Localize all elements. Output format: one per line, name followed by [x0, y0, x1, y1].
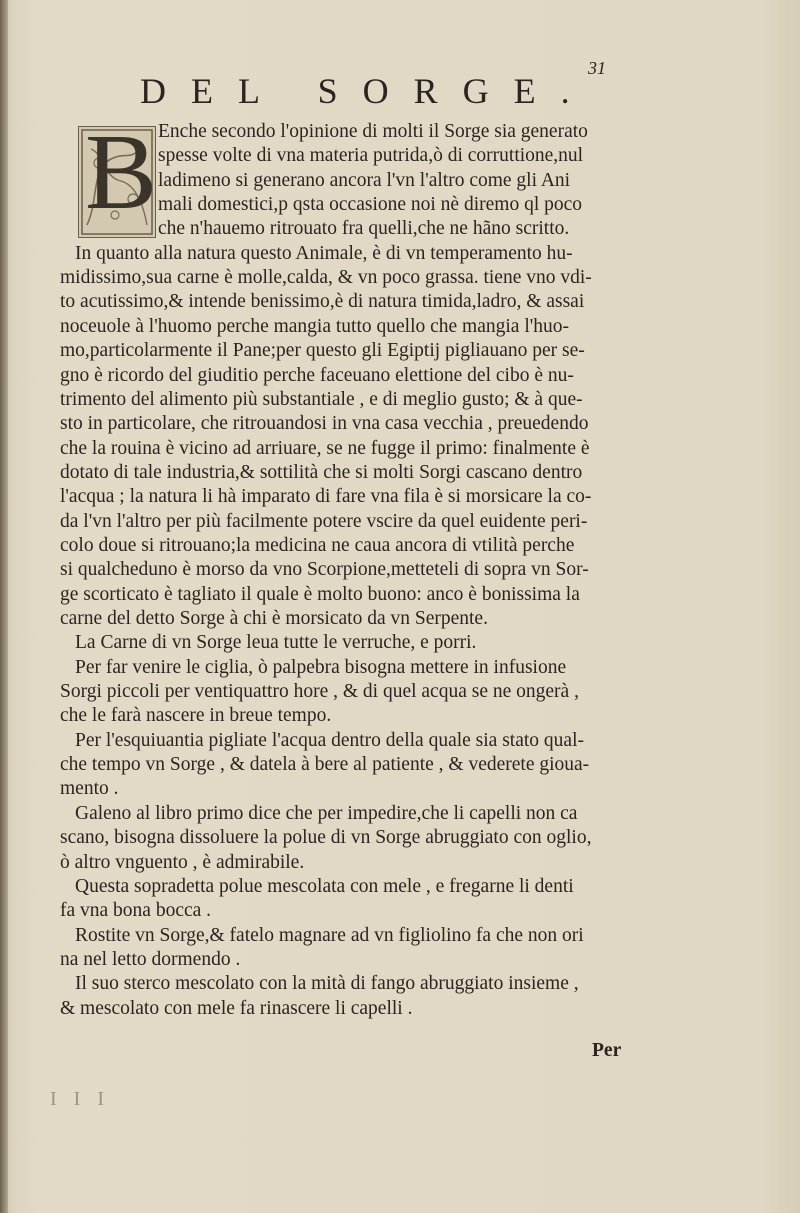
text-line: to acutissimo,& intende benissimo,è di natura timida,ladro, & assai — [60, 291, 585, 313]
text-line: carne del detto Sorge à chi è morsicato da vn Serpente. — [60, 608, 488, 629]
text-line: spesse volte di vna materia putrida,ò di corruttione,nul — [158, 145, 584, 167]
page-number: 31 — [588, 58, 606, 78]
text-line: na nel letto dormendo . — [60, 948, 241, 970]
text-line: che tempo vn Sorge , & datela à bere al patiente , & vederete gioua- — [60, 754, 590, 776]
book-spine — [0, 0, 8, 1213]
text-line: In quanto alla natura questo Animale, è di vn temperamento hu- — [75, 242, 573, 264]
text-line: dotato di tale industria,& sottilità che si molti Sorgi cascano dentro — [60, 461, 583, 483]
text-line: che la rouina è vicino ad arriuare, se ne fugge il primo: finalmente è — [60, 437, 590, 459]
text-line: mo,particolarmente il Pane;per questo gli Egiptij pigliauano per se- — [60, 340, 585, 362]
text-line: sto in particolare, che ritrouandosi in vna casa vecchia , preuedendo — [60, 413, 589, 435]
signature-mark: I I I — [50, 1088, 110, 1110]
text-line: Sorgi piccoli per ventiquattro hore , & di quel acqua se ne ongerà , — [60, 681, 579, 703]
text-line: da l'vn l'altro per più facilmente potere vscire da quel euidente peri- — [60, 510, 588, 532]
text-line: La Carne di vn Sorge leua tutte le verruche, e porri. — [75, 632, 477, 654]
text-line: si qualcheduno è morso da vno Scorpione,metteteli di sopra vn Sor- — [60, 559, 589, 581]
text-line: mento . — [60, 778, 119, 800]
text-line: colo doue si ritrouano;la medicina ne caua ancora di vtilità perche — [60, 534, 575, 556]
text-line: Questa sopradetta polue mescolata con mele , e fregarne li denti — [75, 875, 574, 897]
ornamental-initial — [78, 113, 158, 238]
text-line: che n'hauemo ritrouato fra quelli,che ne hãno scritto. — [158, 218, 570, 240]
text-line: scano, bisogna dissoluere la polue di vn Sorge abruggiato con oglio, — [60, 827, 592, 849]
text-line: noceuole à l'huomo perche mangia tutto quello che mangia l'huo- — [60, 315, 569, 337]
chapter-title: DEL SORGE. — [140, 71, 595, 111]
text-line: ò altro vnguento , è admirabile. — [60, 851, 305, 873]
catchword: Per — [592, 1040, 622, 1061]
text-line: l'acqua ; la natura li hà imparato di fare vna fila è si morsicare la co- — [60, 486, 592, 508]
text-line: Per far venire le ciglia, ò palpebra bisogna mettere in infusione — [75, 656, 567, 678]
text-line: Galeno al libro primo dice che per impedire,che li capelli non ca — [75, 802, 578, 824]
text-line: Rostite vn Sorge,& fatelo magnare ad vn figliolino fa che non ori — [75, 924, 584, 946]
text-line: ladimeno si generano ancora l'vn l'altro come gli Ani — [158, 169, 571, 191]
text-line: midissimo,sua carne è molle,calda, & vn poco grassa. tiene vno vdi- — [60, 267, 592, 289]
text-line: mali domestici,p qsta occasione noi nè diremo ql poco — [158, 194, 583, 216]
drop-cap-letter: B — [85, 113, 158, 232]
text-line: che le farà nascere in breue tempo. — [60, 705, 332, 727]
text-line: Per l'esquiuantia pigliate l'acqua dentro della quale sia stato qual- — [75, 729, 584, 751]
text-line: gno è ricordo del giuditio perche faceuano elettione del cibo è nu- — [60, 364, 574, 386]
text-line: fa vna bona bocca . — [60, 900, 212, 922]
text-line: Enche secondo l'opinione di molti il Sorge sia generato — [158, 121, 588, 142]
text-line: & mescolato con mele fa rinascere li capelli . — [60, 997, 413, 1019]
text-line: trimento del alimento più substantiale , e di meglio gusto; & à que- — [60, 388, 583, 410]
text-line: Il suo sterco mescolato con la mità di fango abruggiato insieme , — [75, 973, 579, 995]
text-line: ge scorticato è tagliato il quale è molto buono: anco è bonissima la — [60, 583, 580, 605]
